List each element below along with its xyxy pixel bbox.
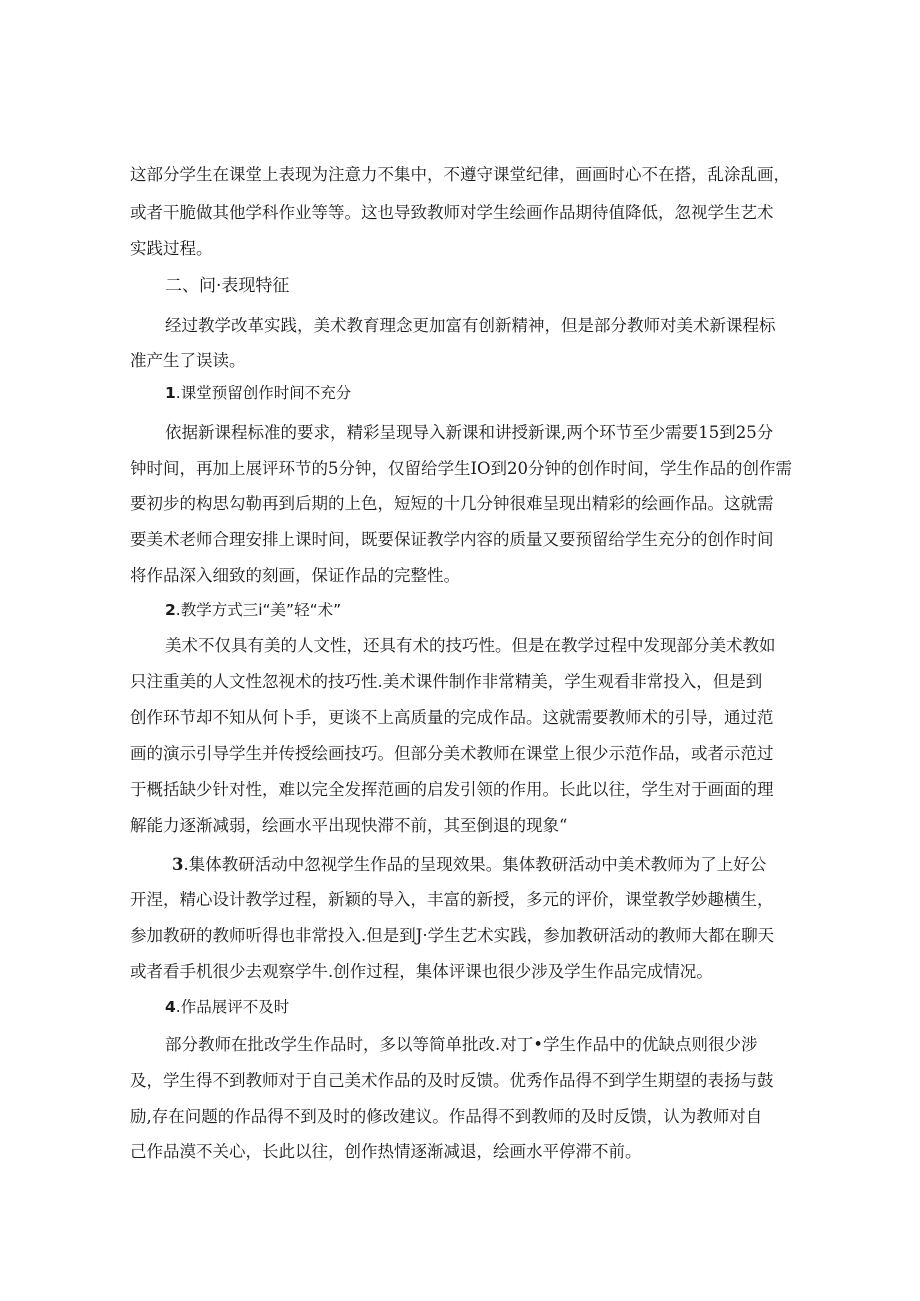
paragraph-line: 或者看手机很少去观察学牛.创作过程，集体评课也很少涉及学生作品完成情况。 (130, 962, 713, 981)
item-heading-4 (165, 995, 795, 1019)
item-paragraph-3 (172, 853, 795, 877)
paragraph-line: 励,存在问题的作品得不到及时的修改建议。作品得不到教师的及时反馈，认为教师对自 (130, 1107, 763, 1126)
item-heading-1 (165, 381, 795, 405)
item-heading-2 (165, 598, 795, 622)
item-title: .教学方式三i“美”轻“术” (175, 601, 342, 619)
item-number: 3 (172, 855, 184, 874)
paragraph-line: 实践过程。 (130, 239, 213, 258)
paragraph-line: 解能力逐渐减弱，绘画水平出现快滞不前，其至倒退的现象“ (130, 816, 568, 835)
item-number: 4 (165, 998, 176, 1016)
item-number: 1 (165, 384, 176, 402)
paragraph-line: 画的演示引导学生并传授绘画技巧。但部分美术教师在课堂上很少示范作品，或者示范过 (130, 744, 774, 763)
item-title: .课堂预留创作时间不充分 (175, 384, 352, 402)
paragraph-line: 要美术老师合理安排上课时间，既要保证教学内容的质量又要预留给学生充分的创作时间 (130, 530, 774, 549)
paragraph-line: 美术不仅具有美的人文性，还具有术的技巧性。但是在教学过程中发现部分美术教如 (165, 636, 776, 655)
paragraph-line: 开涅，精心设计教学过程，新颖的导入，丰富的新授，多元的评价，课堂教学妙趣横生， (130, 890, 774, 909)
paragraph-line: 这部分学生在课堂上表现为注意力不集中，不遵守课堂纪律，画画时心不在搭，乱涂乱画， (130, 165, 790, 184)
item-number: 2 (165, 601, 176, 619)
paragraph-line: 部分教师在批改学生作品时，多以等简单批改.对丁•学生作品中的优缺点则很少涉 (165, 1035, 758, 1054)
paragraph-text: .集体教研活动中忽视学生作品的呈现效果。集体教研活动中美术教师为了上好公 (183, 855, 767, 874)
paragraph-line: 准产生了误读。 (130, 351, 246, 370)
paragraph-line: 钟时间，再加上展评环节的5分钟，仅留给学生IO到20分钟的创作时间，学生作品的创作需 (130, 459, 793, 478)
section-heading: 二、问·表现特征 (165, 276, 290, 296)
paragraph-line: 或者干脆做其他学科作业等等。这也导致教师对学生绘画作品期待值降低，忽视学生艺术 (130, 203, 774, 222)
paragraph-line: 于概括缺少针对性，难以完全发挥范画的启发引领的作用。长此以往，学生对于画面的理 (130, 780, 774, 799)
item-title: .作品展评不及时 (175, 998, 290, 1016)
paragraph-line: 经过教学改革实践，美术教育理念更加富有创新精神，但是部分教师对美术新课程标 (165, 316, 776, 335)
paragraph-line: 只注重美的人文性忽视术的技巧性.美术课件制作非常精美，学生观看非常投入，但是到 (130, 672, 763, 691)
paragraph-line: 参加教研的教师听得也非常投入.但是到J·学生艺术实践，参加教研活动的教师大都在聊天 (130, 926, 775, 945)
paragraph-line: 要初步的构思勾勒再到后期的上色，短短的十几分钟很难呈现出精彩的绘画作品。这就需 (130, 494, 774, 513)
paragraph-line: 依据新课程标准的要求，精彩呈现导入新课和讲授新课,两个环节至少需要15到25分 (165, 423, 774, 442)
paragraph-line: 及，学生得不到教师对于自己美术作品的及时反馈。优秀作品得不到学生期望的表扬与鼓 (130, 1071, 774, 1090)
paragraph-line: 将作品深入细致的刻画，保证作品的完整性。 (130, 566, 460, 585)
paragraph-line: 己作品漠不关心，长此以往，创作热情逐渐减退，绘画水平停滞不前。 (130, 1142, 642, 1161)
paragraph-line: 创作环节却不知从何卜手，更谈不上高质量的完成作品。这就需要教师术的引导，通过范 (130, 708, 774, 727)
